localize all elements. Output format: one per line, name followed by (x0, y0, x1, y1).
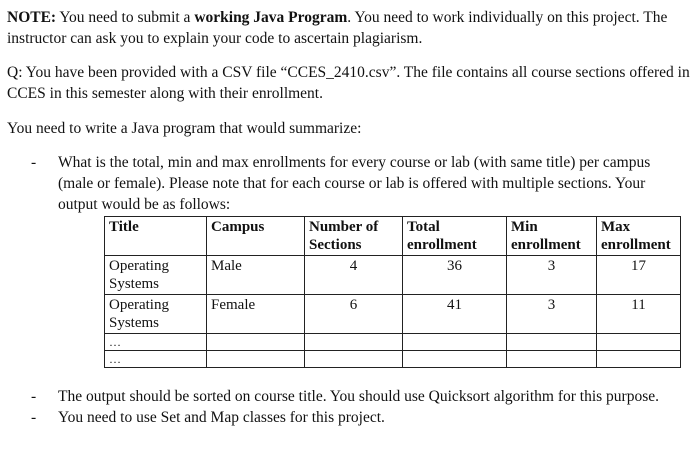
bullet-marker: - (31, 154, 37, 171)
task-paragraph: You need to write a Java program that would summarize: (7, 120, 362, 137)
table-row (105, 334, 681, 351)
table-row (105, 256, 681, 295)
table-row (105, 295, 681, 334)
table-row (105, 351, 681, 368)
cell-title: Operating Systems (105, 256, 207, 295)
bullet-text: What is the total, min and max enrollments for every course or lab (with same title) per campus (male or female). Please note that for each course or lab is offered with multiple sections. Your output would be as follows: (58, 154, 651, 213)
note-label: NOTE: (7, 9, 57, 26)
note-text-2: . You need to work individually on this project. The instructor can ask you to explain your code to ascertain plagiarism. (7, 9, 668, 47)
bullet-marker: - (31, 409, 37, 426)
question-paragraph: Q: You have been provided with a CSV file “CCES_2410.csv”. The file contains all course sections offered in CCES in this semester along with their enrollment. (7, 64, 690, 102)
cell-campus: Female (207, 295, 305, 334)
header-min: Min enrollment (507, 217, 597, 256)
header-max: Max enrollment (597, 217, 681, 256)
cell-sections: 6 (305, 295, 403, 334)
cell-max: 11 (597, 295, 681, 334)
header-campus: Campus (207, 217, 305, 256)
bullet-text: You need to use Set and Map classes for this project. (58, 409, 385, 426)
cell-title: Operating Systems (105, 295, 207, 334)
cell-ellipsis: … (105, 334, 207, 351)
header-title: Title (105, 217, 207, 256)
header-total: Total enrollment (403, 217, 507, 256)
cell-min: 3 (507, 295, 597, 334)
bullet-marker: - (31, 388, 37, 405)
note-text-1: You need to submit a (56, 9, 195, 26)
cell-max: 17 (597, 256, 681, 295)
cell-total: 41 (403, 295, 507, 334)
cell-sections: 4 (305, 256, 403, 295)
bullet-text: The output should be sorted on course title. You should use Quicksort algorithm for this purpose. (58, 388, 659, 405)
summary-table (104, 216, 681, 368)
header-sections: Number of Sections (305, 217, 403, 256)
table-header-row (105, 217, 681, 256)
note-bold-phrase: working Java Program (194, 9, 348, 26)
cell-total: 36 (403, 256, 507, 295)
note-paragraph (7, 7, 693, 49)
cell-min: 3 (507, 256, 597, 295)
cell-campus: Male (207, 256, 305, 295)
cell-ellipsis: … (105, 351, 207, 368)
